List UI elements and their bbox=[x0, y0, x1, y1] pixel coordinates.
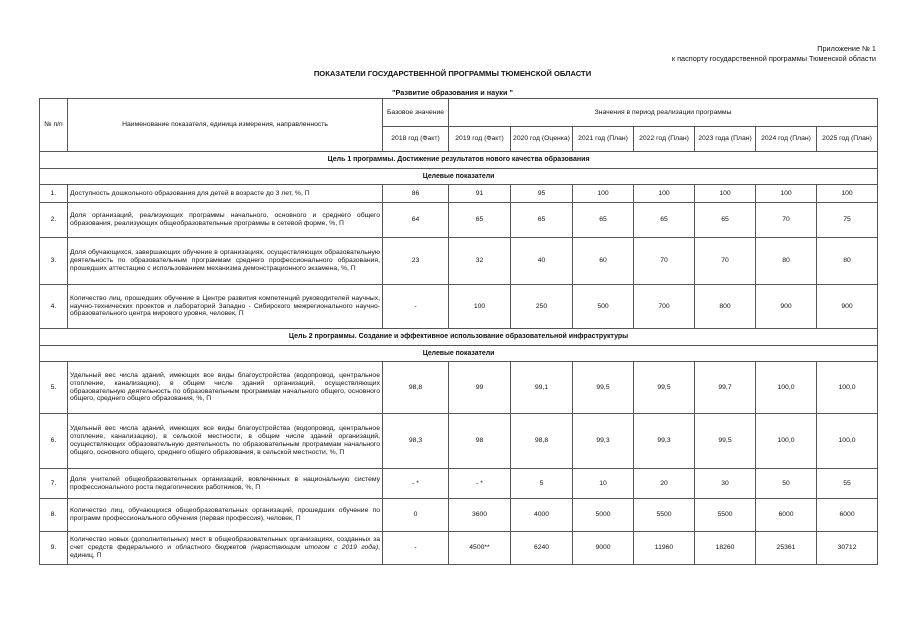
indicator-row bbox=[40, 499, 878, 532]
indicator-value: 55 bbox=[817, 469, 878, 499]
indicator-value: 65 bbox=[573, 203, 634, 238]
indicator-value: 5500 bbox=[634, 499, 695, 532]
indicator-value: 5500 bbox=[695, 499, 756, 532]
indicator-value: 50 bbox=[756, 469, 817, 499]
indicator-value: 6000 bbox=[756, 499, 817, 532]
indicator-value: 250 bbox=[511, 285, 573, 329]
indicator-value: 100,0 bbox=[817, 362, 878, 414]
row-number: 3. bbox=[40, 238, 68, 285]
indicator-value: 64 bbox=[383, 203, 449, 238]
program-name: "Развитие образования и науки " bbox=[392, 88, 513, 97]
indicator-row bbox=[40, 532, 878, 565]
indicator-value: 800 bbox=[695, 285, 756, 329]
indicator-name bbox=[68, 285, 383, 329]
row-number: 2. bbox=[40, 203, 68, 238]
header-year: 2024 год (План) bbox=[756, 127, 817, 152]
indicator-value: 30 bbox=[695, 469, 756, 499]
indicator-value: 98,8 bbox=[511, 414, 573, 469]
indicator-row bbox=[40, 185, 878, 203]
indicator-value: 40 bbox=[511, 238, 573, 285]
row-number: 7. bbox=[40, 469, 68, 499]
header-year: 2025 год (План) bbox=[817, 127, 878, 152]
header-year: 2019 год (Факт) bbox=[449, 127, 511, 152]
indicator-row bbox=[40, 238, 878, 285]
indicator-value: 75 bbox=[817, 203, 878, 238]
header-year: 2022 год (План) bbox=[634, 127, 695, 152]
indicator-value: 30712 bbox=[817, 532, 878, 565]
row-number: 6. bbox=[40, 414, 68, 469]
indicator-value: 100 bbox=[449, 285, 511, 329]
indicator-value: 99 bbox=[449, 362, 511, 414]
indicator-row bbox=[40, 414, 878, 469]
indicator-value: 23 bbox=[383, 238, 449, 285]
indicator-value: 99,5 bbox=[573, 362, 634, 414]
indicator-value: 900 bbox=[756, 285, 817, 329]
section-row bbox=[40, 169, 878, 185]
appendix-line-1: Приложение № 1 bbox=[817, 44, 876, 53]
indicator-value: 99,7 bbox=[695, 362, 756, 414]
goal-title: Цель 1 программы. Достижение результатов нового качества образования bbox=[40, 152, 878, 169]
indicator-value: - * bbox=[449, 469, 511, 499]
header-num: № п/п bbox=[40, 99, 68, 152]
indicator-value: 0 bbox=[383, 499, 449, 532]
header-base: Базовое значение bbox=[383, 99, 449, 127]
row-number: 8. bbox=[40, 499, 68, 532]
indicator-value: 98,3 bbox=[383, 414, 449, 469]
goal-row bbox=[40, 329, 878, 346]
indicator-value: 25361 bbox=[756, 532, 817, 565]
indicator-value: 4000 bbox=[511, 499, 573, 532]
indicator-value: 700 bbox=[634, 285, 695, 329]
indicator-value: 95 bbox=[511, 185, 573, 203]
indicator-value: 80 bbox=[817, 238, 878, 285]
indicator-value: 900 bbox=[817, 285, 878, 329]
indicator-value: 20 bbox=[634, 469, 695, 499]
indicator-name-text: Доля обучающихся, завершающих обучение в организациях, осуществляющих образовательную деятельность по образовательным программам среднего профессионального образования, прошедших аттестацию с использованием механизма демонстрационного экзамена, %, П bbox=[70, 249, 380, 272]
row-number: 5. bbox=[40, 362, 68, 414]
indicator-value: 70 bbox=[695, 238, 756, 285]
indicator-value: 100 bbox=[695, 185, 756, 203]
indicator-name bbox=[68, 362, 383, 414]
indicator-name bbox=[68, 185, 383, 203]
indicator-value: 86 bbox=[383, 185, 449, 203]
indicators-table bbox=[39, 98, 878, 565]
indicator-value: 11960 bbox=[634, 532, 695, 565]
indicator-name-text: Доступность дошкольного образования для детей в возрасте до 3 лет, %, П bbox=[70, 189, 310, 197]
indicator-name-text: Количество лиц, прошедших обучение в Центре развития компетенций руководителей научных, научно-технических проектов и лабораторий Западно - Сибирского межрегионального научно-образовательного центра мирового уровня, человек, П bbox=[70, 294, 380, 318]
indicator-row bbox=[40, 203, 878, 238]
indicator-name bbox=[68, 203, 383, 238]
indicator-row bbox=[40, 469, 878, 499]
indicator-value: 99,3 bbox=[634, 414, 695, 469]
section-row bbox=[40, 346, 878, 362]
indicator-value: 98,8 bbox=[383, 362, 449, 414]
indicator-name-text: Доля организаций, реализующих программы начального, основного и среднего общего образования, реализующих общеобразовательные программы в сетевой форме, %, П bbox=[70, 212, 380, 227]
indicator-value: 4500** bbox=[449, 532, 511, 565]
header-year: 2018 год (Факт) bbox=[383, 127, 449, 152]
indicator-name-text: Удельный вес числа зданий, имеющих все виды благоустройства (водопровод, центральное отопление, канализацию), в общем числе зданий организаций, осуществляющих образовательную деятельность по образовательным программам начального общего, основного общего, среднего общего образования, %, П bbox=[70, 371, 380, 403]
indicator-value: 99,5 bbox=[634, 362, 695, 414]
section-title: Целевые показатели bbox=[40, 346, 878, 362]
indicator-name-text: Доля учителей общеобразовательных организаций, вовлеченных в национальную систему профессионального роста педагогических работников, %, П bbox=[70, 475, 380, 491]
indicator-value: 32 bbox=[449, 238, 511, 285]
indicator-row bbox=[40, 362, 878, 414]
row-number: 4. bbox=[40, 285, 68, 329]
indicator-value: 65 bbox=[634, 203, 695, 238]
indicator-value: 5000 bbox=[573, 499, 634, 532]
indicator-value: 100 bbox=[634, 185, 695, 203]
indicator-value: - bbox=[383, 532, 449, 565]
indicator-value: 10 bbox=[573, 469, 634, 499]
indicator-value: 60 bbox=[573, 238, 634, 285]
header-name: Наименование показателя, единица измерения, направленность bbox=[68, 99, 383, 152]
header-period: Значения в период реализации программы bbox=[449, 99, 878, 127]
row-number: 1. bbox=[40, 185, 68, 203]
appendix-note bbox=[672, 44, 876, 63]
goal-title: Цель 2 программы. Создание и эффективное использование образовательной инфраструктуры bbox=[40, 329, 878, 346]
indicator-value: 100,0 bbox=[756, 362, 817, 414]
indicator-row bbox=[40, 285, 878, 329]
indicator-value: 99,3 bbox=[573, 414, 634, 469]
indicator-value: 99,1 bbox=[511, 362, 573, 414]
indicator-value: 6240 bbox=[511, 532, 573, 565]
indicator-value: 100 bbox=[756, 185, 817, 203]
indicator-value: 65 bbox=[695, 203, 756, 238]
indicator-value: 80 bbox=[756, 238, 817, 285]
indicator-value: 65 bbox=[449, 203, 511, 238]
goal-row bbox=[40, 152, 878, 169]
header-row-1 bbox=[40, 99, 878, 127]
indicator-value: 100 bbox=[573, 185, 634, 203]
indicator-name bbox=[68, 469, 383, 499]
section-title: Целевые показатели bbox=[40, 169, 878, 185]
header-year: 2020 год (Оценка) bbox=[511, 127, 573, 152]
indicator-name-tail: , единиц, П bbox=[70, 544, 380, 559]
indicator-value: 3600 bbox=[449, 499, 511, 532]
indicator-name bbox=[68, 238, 383, 285]
indicator-name bbox=[68, 532, 383, 565]
indicator-name-text: Удельный вес числа зданий, имеющих все виды благоустройства (водопровод, центральное отопление, канализацию), в сельской местности, в общем числе зданий организаций, осуществляющих образовательную деятельность по образовательным программам начального общего, основного общего, среднего общего образования, в сельской местности, %, П bbox=[70, 425, 380, 456]
document-title: ПОКАЗАТЕЛИ ГОСУДАРСТВЕННОЙ ПРОГРАММЫ ТЮМЕНСКОЙ ОБЛАСТИ bbox=[313, 69, 592, 78]
header-year: 2023 года (План) bbox=[695, 127, 756, 152]
appendix-line-2: к паспорту государственной программы Тюменской области bbox=[671, 53, 876, 63]
indicator-value: 98 bbox=[449, 414, 511, 469]
indicator-name-text: Количество лиц, обучающихся общеобразовательных организаций, прошедших обучение по программ профессионального обучения (первая профессия), человек, П bbox=[70, 507, 380, 522]
indicator-name bbox=[68, 414, 383, 469]
indicator-value: 70 bbox=[634, 238, 695, 285]
indicator-value: 100,0 bbox=[817, 414, 878, 469]
indicator-value: 65 bbox=[511, 203, 573, 238]
indicator-name bbox=[68, 499, 383, 532]
indicator-value: 99,5 bbox=[695, 414, 756, 469]
indicator-value: 100 bbox=[817, 185, 878, 203]
indicator-value: 91 bbox=[449, 185, 511, 203]
indicator-value: 6000 bbox=[817, 499, 878, 532]
indicator-value: 70 bbox=[756, 203, 817, 238]
indicator-value: 9000 bbox=[573, 532, 634, 565]
indicator-name-text: Количество новых (дополнительных) мест в общеобразовательных организациях, созданных за счет средств федерального и областного бюджетов bbox=[70, 536, 380, 552]
indicator-value: 18260 bbox=[695, 532, 756, 565]
header-year: 2021 год (План) bbox=[573, 127, 634, 152]
indicator-value: - bbox=[383, 285, 449, 329]
indicator-value: 500 bbox=[573, 285, 634, 329]
indicator-value: 100,0 bbox=[756, 414, 817, 469]
indicator-name-note: (нарастающим итогом с 2019 года) bbox=[250, 544, 379, 552]
row-number: 9. bbox=[40, 532, 68, 565]
indicator-value: - * bbox=[383, 469, 449, 499]
indicator-value: 5 bbox=[511, 469, 573, 499]
